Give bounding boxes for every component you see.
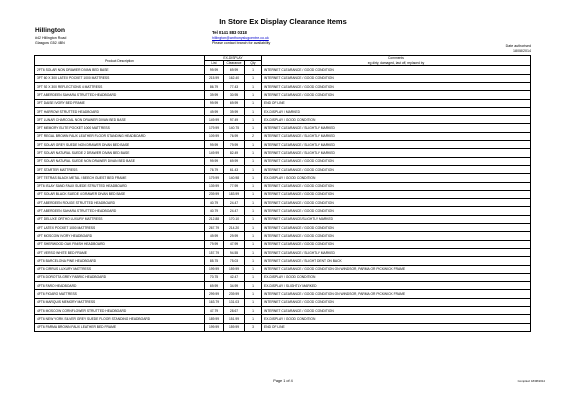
qty-cell: 3	[245, 323, 262, 331]
clearance-price-cell: 131.03	[224, 298, 245, 306]
list-price-cell: 99.99	[205, 141, 224, 149]
qty-cell: 1	[245, 215, 262, 223]
comments-cell: INTERNET CLEARANCE / GOOD CONDITION	[262, 199, 531, 207]
list-price-cell: 40.79	[205, 199, 224, 207]
comments-cell: INTERNET CLEARANCE / GOOD CONDITION	[262, 91, 531, 99]
comments-cell: EX-DISPLAY / SLIGHTLY MARKED	[262, 282, 531, 290]
date-authorised-block	[506, 44, 531, 54]
table-row	[35, 141, 531, 149]
qty-cell: 1	[245, 157, 262, 165]
qty-cell: 1	[245, 99, 262, 107]
table-row	[35, 66, 531, 74]
table-row	[35, 190, 531, 198]
qty-cell: 1	[245, 224, 262, 232]
qty-header: Qty	[245, 61, 262, 66]
list-price-cell: 40.79	[205, 207, 224, 215]
clearance-price-cell: 140.75	[224, 124, 245, 132]
qty-cell: 1	[245, 273, 262, 281]
comments-cell: INTERNET CLEARANCE / GOOD CONDITION	[262, 157, 531, 165]
list-price-cell: 149.99	[205, 116, 224, 124]
table-body	[35, 66, 531, 332]
page-title: In Store Ex Display Clearance Items	[219, 17, 347, 26]
comments-cell: INTERNET CLEARANCE / GOOD CONDITION	[262, 190, 531, 198]
comments-cell: INTERNET CLEARANCE / SLIGHTLY MARKED	[262, 248, 531, 256]
clearance-price-cell: 159.99	[224, 265, 245, 273]
product-description-cell: 3FT LUNAR CHARCOAL NON DRAWER DIVAN BED BASE	[35, 116, 205, 124]
comments-cell: INTERNET CLEARANCE / SLIGHT DENT ON BACK	[262, 257, 531, 265]
table-row	[35, 199, 531, 207]
product-description-cell: 2FT6 SOLAR NON DRAWER DIVAN BED BASE	[35, 66, 205, 74]
product-description-cell: 3FT SOLAR NATURAL SUEDE NON DRAWER DIVAN BED BASE	[35, 157, 205, 165]
table-row	[35, 265, 531, 273]
product-description-cell: 3FT MEMORY ELITE POCKET 1000 MATTRESS	[35, 124, 205, 132]
clearance-price-cell: 183.99	[224, 190, 245, 198]
comments-cell: INTERNET CLEARANCE / GOOD CONDITION	[262, 240, 531, 248]
clearance-price-cell: 94.55	[224, 248, 245, 256]
clearance-price-cell: 82.49	[224, 149, 245, 157]
list-price-cell: 76.79	[205, 165, 224, 173]
list-price-cell: 86.79	[205, 82, 224, 90]
clearance-price-cell: 69.99	[224, 66, 245, 74]
list-price-cell: 99.99	[205, 99, 224, 107]
list-price-cell: 189.99	[205, 315, 224, 323]
qty-cell: 1	[245, 199, 262, 207]
table-row	[35, 124, 531, 132]
table-row	[35, 207, 531, 215]
product-description-cell: 3FT DAISE IVORY BED FRAME	[35, 99, 205, 107]
product-description-cell: 3FT SOLAR GREY SUEDE NON DRAWER DIVAN BED BASE	[35, 141, 205, 149]
qty-cell: 1	[245, 165, 262, 173]
list-price-cell: 163.79	[205, 298, 224, 306]
store-phone: Tel 0141 883 0318	[212, 30, 247, 35]
comments-cell: INTERNET CLEARANCE / GOOD CONDITION	[262, 298, 531, 306]
comments-cell: INTERNET CLEARANCE / SLIGHTLY MARKED	[262, 124, 531, 132]
store-address-line2: Glasgow G52 4BN	[35, 41, 65, 45]
list-price-cell: 85.75	[205, 257, 224, 265]
product-description-cell: 4FT MOSCOW IVORY HEADBOARD	[35, 232, 205, 240]
clearance-price-cell: 97.49	[224, 116, 245, 124]
clearance-price-cell: 24.47	[224, 199, 245, 207]
list-price-header: List	[205, 61, 224, 66]
date-authorised-label: Date authorised	[505, 44, 531, 48]
comments-cell: END OF LINE	[262, 323, 531, 331]
table-row	[35, 107, 531, 115]
table-row	[35, 99, 531, 107]
store-email-link[interactable]: hillington@anthonyslugcentre.co.uk	[212, 36, 269, 40]
qty-cell: 1	[245, 306, 262, 314]
clearance-price-cell: 79.99	[224, 141, 245, 149]
clearance-price-cell: 140.98	[224, 174, 245, 182]
product-description-cell: 3FT 60 X 300 LATEX POCKET 1000 MATTRESS	[35, 74, 205, 82]
clearance-price-cell: 77.43	[224, 82, 245, 90]
qty-cell: 1	[245, 282, 262, 290]
clearance-price-cell: 34.99	[224, 282, 245, 290]
list-price-cell: 267.79	[205, 224, 224, 232]
qty-cell: 1	[245, 190, 262, 198]
qty-cell: 1	[245, 107, 262, 115]
list-price-cell: 49.99	[205, 107, 224, 115]
clearance-items-table	[34, 55, 531, 332]
clearance-price-cell: 76.99	[224, 132, 245, 140]
clearance-price-cell: 42.47	[224, 273, 245, 281]
list-price-cell: 69.99	[205, 282, 224, 290]
comments-cell: INTERNET CLEARANCE / GOOD CONDITION	[262, 224, 531, 232]
clearance-price-cell: 30.95	[224, 91, 245, 99]
clearance-price-cell: 39.99	[224, 107, 245, 115]
list-price-cell: 179.99	[205, 174, 224, 182]
date-authorised-value: 18/08/2014	[513, 49, 531, 53]
list-price-cell: 99.99	[205, 157, 224, 165]
product-description-cell: 4FT6 CIRRUS LUXURY MATTRESS	[35, 265, 205, 273]
compiled-date: Compiled: 18/08/2014	[517, 379, 545, 383]
list-price-cell: 109.99	[205, 132, 224, 140]
product-description-cell: 3FT6 ISLAY SAND FAUX SUEDE STRUTTED HEADBOARD	[35, 182, 205, 190]
qty-cell: 1	[245, 141, 262, 149]
qty-cell: 1	[245, 124, 262, 132]
list-price-cell: 39.99	[205, 91, 224, 99]
qty-cell: 1	[245, 74, 262, 82]
table-row	[35, 215, 531, 223]
product-description-cell: 4FT6 BARCELONA PINE HEADBOARD	[35, 257, 205, 265]
store-address-line1: #42 Hillington Road	[35, 36, 67, 40]
product-description-cell: 4FT6 PARMA BROWN FAUX LEATHER BED FRAME	[35, 323, 205, 331]
qty-cell: 1	[245, 116, 262, 124]
list-price-cell: 149.99	[205, 149, 224, 157]
table-row	[35, 315, 531, 323]
comments-cell: INTERNET CLEARANCE / GOOD CONDITION	[262, 82, 531, 90]
clearance-price-cell: 170.10	[224, 215, 245, 223]
list-price-cell: 299.99	[205, 290, 224, 298]
table-row	[35, 91, 531, 99]
comments-cell: INTERNET CLEARANCE / SLIGHTLY MARKED	[262, 132, 531, 140]
clearance-price-cell: 77.99	[224, 182, 245, 190]
comments-cell: INTERNET CLEARANCE / GOOD CONDITION	[262, 165, 531, 173]
comments-cell: INTERNET CLEARANCE / GOOD CONDITION	[262, 306, 531, 314]
product-description-cell: 3FT HARROW STRUTTED HEADBOARD	[35, 107, 205, 115]
list-price-cell: 49.99	[205, 232, 224, 240]
product-description-cell: 4FT6 MARQUIS MEMORY MATTRESS	[35, 298, 205, 306]
clearance-price-cell: 24.47	[224, 207, 245, 215]
list-price-cell: 239.99	[205, 190, 224, 198]
comments-subheader: eg dirty, damaged, last off, replaced by	[262, 61, 531, 66]
table-row	[35, 174, 531, 182]
qty-cell: 1	[245, 174, 262, 182]
product-description-cell: 3FT SOLAR NATURAL SUEDE 2 DRAWER DIVAN BED BASE	[35, 149, 205, 157]
comments-cell: EX-DISPLAY / GOOD CONDITION	[262, 116, 531, 124]
qty-cell: 1	[245, 82, 262, 90]
comments-cell: INTERNET CLEARANCE / GOOD CONDITION ON WINDSOR, PARMA OR PICKWICK FRAME	[262, 290, 531, 298]
table-row	[35, 306, 531, 314]
list-price-cell: 79.99	[205, 240, 224, 248]
list-price-cell: 70.75	[205, 273, 224, 281]
product-description-cell: 3FT ABERDEEN SAHARA STRUTTED HEADBOARD	[35, 91, 205, 99]
comments-cell: EX-DISPLAY / MARKED	[262, 107, 531, 115]
product-description-cell: 3FT TETRAS BLACK METAL / BEECH GUEST BED FRAME	[35, 174, 205, 182]
table-row	[35, 273, 531, 281]
table-row	[35, 257, 531, 265]
list-price-cell: 47.79	[205, 306, 224, 314]
product-description-cell: 4FT6 DOROTTA GREY FABRIC HEADBOARD	[35, 273, 205, 281]
comments-cell: INTERNET CLEARANCE / GOOD CONDITION	[262, 66, 531, 74]
product-description-header: Product Description	[35, 56, 205, 66]
ex-display-header: EX-DISPLAY	[205, 56, 262, 61]
table-row	[35, 232, 531, 240]
qty-cell: 1	[245, 232, 262, 240]
table-row	[35, 165, 531, 173]
table-row	[35, 74, 531, 82]
table-row	[35, 248, 531, 256]
comments-cell: EX-DISPLAY / GOOD CONDITION	[262, 174, 531, 182]
list-price-cell: 215.99	[205, 74, 224, 82]
table-row	[35, 82, 531, 90]
qty-cell: 1	[245, 182, 262, 190]
product-description-cell: 3FT REGAL BROWN FAUX LEATHER FLOOR STANDING HEADBOARD	[35, 132, 205, 140]
qty-cell: 1	[245, 315, 262, 323]
comments-cell: INTERNET CLEARANCE / GOOD CONDITION ON WINDSOR, PARMA OR PICKWICK FRAME	[262, 265, 531, 273]
clearance-price-cell: 239.99	[224, 290, 245, 298]
table-row	[35, 182, 531, 190]
product-description-cell: 4FT DELUXE ORTHO LUXURY MATTRESS	[35, 215, 205, 223]
product-description-cell: 4FT6 MOSCOW CORNFLOWER STRUTTED HEADBOARD	[35, 306, 205, 314]
clearance-price-cell: 69.99	[224, 99, 245, 107]
comments-cell: END OF LINE	[262, 99, 531, 107]
clearance-price-cell: 47.99	[224, 240, 245, 248]
table-row	[35, 116, 531, 124]
availability-note: Please contact branch for availability	[212, 41, 271, 45]
qty-cell: 1	[245, 149, 262, 157]
table-row	[35, 157, 531, 165]
qty-cell: 1	[245, 91, 262, 99]
product-description-cell: 3FT 92 X 300 REFLECTIONS 4 MATTRESS	[35, 82, 205, 90]
comments-cell: INTERNET CLEARANCE/SLIGHTLY MARKED	[262, 215, 531, 223]
comments-cell: INTERNET CLEARANCE / GOOD CONDITION	[262, 207, 531, 215]
table-header	[35, 56, 531, 66]
comments-cell: INTERNET CLEARANCE / SLIGHTLY MARKED	[262, 141, 531, 149]
table-row	[35, 323, 531, 331]
clearance-price-cell: 28.67	[224, 306, 245, 314]
product-description-cell: 4FT6 FARO HEADBOARD	[35, 282, 205, 290]
page-number: Page 1 of 4	[273, 379, 293, 383]
table-row	[35, 224, 531, 232]
qty-cell: 1	[245, 207, 262, 215]
list-price-cell: 139.99	[205, 182, 224, 190]
product-description-cell: 4FT LATEX POCKET 1000 MATTRESS	[35, 224, 205, 232]
list-price-cell: 212.88	[205, 215, 224, 223]
comments-cell: EX-DISPLAY / GOOD CONDITION	[262, 273, 531, 281]
list-price-cell: 199.99	[205, 265, 224, 273]
qty-cell: 2	[245, 132, 262, 140]
list-price-cell: 199.99	[205, 323, 224, 331]
product-description-cell: 4FT6 NEW YORK SILVER GREY SUEDE FLOOR STANDING HEADBOARD	[35, 315, 205, 323]
comments-cell: INTERNET CLEARANCE / GOOD CONDITION	[262, 74, 531, 82]
clearance-price-header: Clearance	[224, 61, 245, 66]
list-price-cell: 179.99	[205, 124, 224, 132]
product-description-cell: 4FT SOLAR BLACK SUEDE 4 DRAWER DIVAN BED BASE	[35, 190, 205, 198]
comments-header: Comments	[262, 56, 531, 61]
clearance-price-cell: 29.99	[224, 232, 245, 240]
clearance-price-cell: 61.43	[224, 165, 245, 173]
qty-cell: 1	[245, 298, 262, 306]
list-price-cell: 157.79	[205, 248, 224, 256]
comments-cell: EX-DISPLAY / GOOD CONDITION	[262, 315, 531, 323]
comments-cell: INTERNET CLEARANCE / GOOD CONDITION	[262, 182, 531, 190]
qty-cell: 1	[245, 240, 262, 248]
clearance-price-cell: 151.99	[224, 315, 245, 323]
clearance-price-cell: 69.99	[224, 157, 245, 165]
table-row	[35, 290, 531, 298]
qty-cell: 1	[245, 257, 262, 265]
qty-cell: 1	[245, 248, 262, 256]
list-price-cell: 99.99	[205, 66, 224, 74]
product-description-cell: 3FT STARTER MATTRESS	[35, 165, 205, 173]
product-description-cell: 4FT ABERDEEN ROUGE STRUTTED HEADBOARD	[35, 199, 205, 207]
comments-cell: INTERNET CLEARANCE / GOOD CONDITION	[262, 232, 531, 240]
product-description-cell: 4FT6 FIGARO MATTRESS	[35, 290, 205, 298]
clearance-price-cell: 162.40	[224, 74, 245, 82]
table-row	[35, 240, 531, 248]
qty-cell: 1	[245, 66, 262, 74]
qty-cell: 1	[245, 290, 262, 298]
product-description-cell: 4FT ABERDEEN SAHARA STRUTTED HEADBOARD	[35, 207, 205, 215]
product-description-cell: 4FT VERSO WHITE BED FRAME	[35, 248, 205, 256]
clearance-price-cell: 75.03	[224, 257, 245, 265]
clearance-price-cell: 214.20	[224, 224, 245, 232]
table-row	[35, 298, 531, 306]
product-description-cell: 4FT SHERWOOD OAK FINISH HEADBOARD	[35, 240, 205, 248]
comments-cell: INTERNET CLEARANCE / SLIGHTLY MARKED	[262, 149, 531, 157]
table-row	[35, 282, 531, 290]
table-row	[35, 132, 531, 140]
qty-cell: 1	[245, 265, 262, 273]
table-row	[35, 149, 531, 157]
store-name: Hillington	[35, 27, 65, 34]
clearance-price-cell: 159.99	[224, 323, 245, 331]
